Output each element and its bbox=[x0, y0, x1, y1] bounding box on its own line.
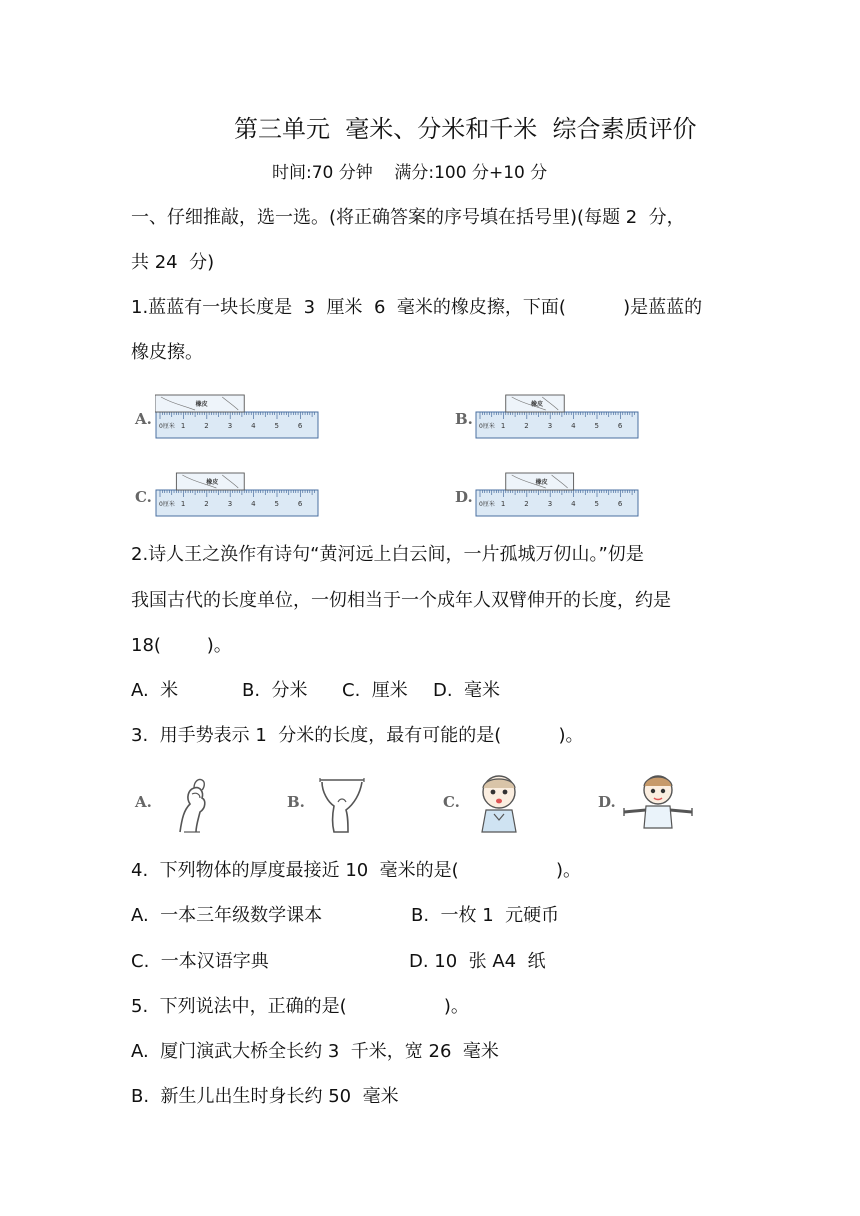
ruler-figure-d bbox=[475, 472, 641, 518]
eraser-label: 橡皮 bbox=[195, 401, 208, 408]
exam-info: 时间:70 分钟 满分:100 分+10 分 bbox=[272, 163, 548, 183]
q4-option-c: C. 一本汉语字典 bbox=[131, 951, 269, 972]
ruler-tick-label: 4 bbox=[571, 422, 576, 430]
ruler-tick-label: 1 bbox=[500, 500, 506, 508]
q4-option-d: D. 10 张 A4 纸 bbox=[409, 951, 546, 972]
q3-option-d-label: D. bbox=[598, 793, 616, 811]
ruler-tick-label: 6 bbox=[617, 500, 623, 508]
eraser-label: 橡皮 bbox=[206, 479, 219, 486]
q3-option-a-label: A. bbox=[135, 793, 152, 811]
ruler-tick-label: 5 bbox=[594, 422, 599, 430]
ruler-tick-label: 3 bbox=[547, 422, 553, 430]
question-2-text-cont: 我国古代的长度单位，一仞相当于一个成年人双臂伸开的长度，约是 bbox=[131, 590, 671, 611]
ruler-zero-label: 0厘米 bbox=[479, 423, 495, 430]
question-5-text: 5. 下列说法中，正确的是( )。 bbox=[131, 996, 469, 1017]
ruler-tick-label: 1 bbox=[180, 422, 186, 430]
ruler-tick-label: 3 bbox=[227, 500, 233, 508]
ruler-tick-label: 4 bbox=[251, 422, 256, 430]
q2-option-b: B. 分米 bbox=[242, 680, 308, 701]
q2-option-a: A. 米 bbox=[131, 680, 179, 701]
ruler-tick-label: 6 bbox=[297, 500, 303, 508]
question-4-text: 4. 下列物体的厚度最接近 10 毫米的是( )。 bbox=[131, 860, 581, 881]
page-title: 第三单元 毫米、分米和千米 综合素质评价 bbox=[234, 115, 697, 143]
q4-option-a: A. 一本三年级数学课本 bbox=[131, 905, 323, 926]
ruler-tick-label: 4 bbox=[251, 500, 256, 508]
q5-option-b: B. 新生儿出生时身长约 50 毫米 bbox=[131, 1086, 399, 1107]
question-2-text-cont2: 18( )。 bbox=[131, 635, 232, 656]
option-a-label: A. bbox=[135, 410, 152, 428]
section-heading-cont: 共 24 分) bbox=[131, 252, 215, 273]
ruler-figure-c bbox=[155, 472, 321, 518]
ruler-tick-label: 5 bbox=[274, 422, 279, 430]
eraser-label: 橡皮 bbox=[535, 479, 548, 486]
q3-option-b-label: B. bbox=[287, 793, 305, 811]
question-2-text: 2.诗人王之涣作有诗句“黄河远上白云间，一片孤城万仞山。”仞是 bbox=[131, 544, 644, 565]
ruler-tick-label: 6 bbox=[617, 422, 623, 430]
ruler-tick-label: 2 bbox=[524, 500, 529, 508]
question-3-text: 3. 用手势表示 1 分米的长度，最有可能的是( )。 bbox=[131, 725, 584, 746]
child-hands-together-icon bbox=[470, 770, 528, 836]
ruler-zero-label: 0厘米 bbox=[479, 501, 495, 508]
q4-option-b: B. 一枚 1 元硬币 bbox=[411, 905, 560, 926]
q5-option-a: A. 厦门演武大桥全长约 3 千米，宽 26 毫米 bbox=[131, 1041, 499, 1062]
ruler-tick-label: 3 bbox=[227, 422, 233, 430]
option-b-label: B. bbox=[455, 410, 473, 428]
ruler-tick-label: 5 bbox=[594, 500, 599, 508]
option-c-label: C. bbox=[135, 488, 152, 506]
ruler-tick-label: 2 bbox=[204, 422, 209, 430]
ruler-tick-label: 1 bbox=[180, 500, 186, 508]
ruler-tick-label: 1 bbox=[500, 422, 506, 430]
hand-spread-icon bbox=[312, 772, 370, 834]
ruler-zero-label: 0厘米 bbox=[159, 423, 175, 430]
ruler-figure-a bbox=[155, 394, 321, 440]
child-arms-wide-icon bbox=[622, 770, 694, 832]
question-1-text: 1.蓝蓝有一块长度是 3 厘米 6 毫米的橡皮擦，下面( )是蓝蓝的 bbox=[131, 297, 703, 318]
section-heading: 一、仔细推敲，选一选。(将正确答案的序号填在括号里)(每题 2 分， bbox=[131, 207, 685, 228]
q2-option-c: C. 厘米 bbox=[342, 680, 408, 701]
hand-pinch-icon bbox=[170, 770, 220, 834]
eraser-label: 橡皮 bbox=[530, 401, 544, 408]
ruler-zero-label: 0厘米 bbox=[159, 501, 175, 508]
ruler-tick-label: 4 bbox=[571, 500, 576, 508]
q3-option-c-label: C. bbox=[443, 793, 460, 811]
ruler-tick-label: 3 bbox=[547, 500, 553, 508]
option-d-label: D. bbox=[455, 488, 473, 506]
ruler-tick-label: 6 bbox=[297, 422, 303, 430]
q2-option-d: D. 毫米 bbox=[433, 680, 501, 701]
ruler-figure-b bbox=[475, 394, 641, 440]
question-1-text-cont: 橡皮擦。 bbox=[131, 342, 203, 363]
ruler-tick-label: 5 bbox=[274, 500, 279, 508]
ruler-tick-label: 2 bbox=[524, 422, 529, 430]
ruler-tick-label: 2 bbox=[204, 500, 209, 508]
